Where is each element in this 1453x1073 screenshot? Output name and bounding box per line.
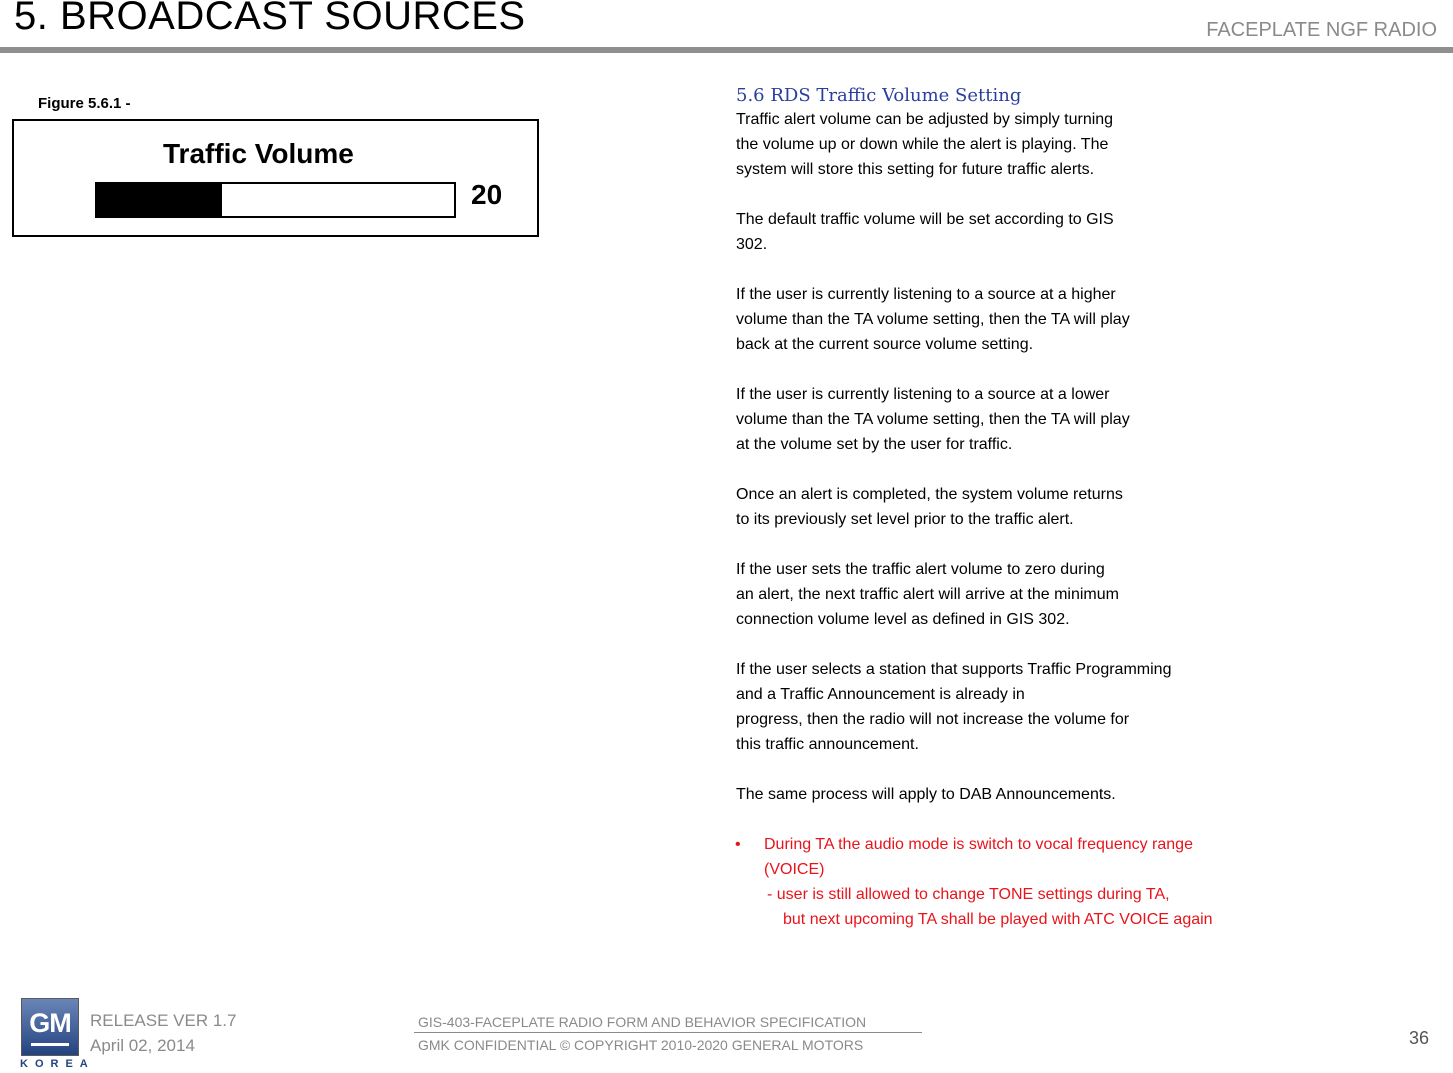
paragraph-gap — [736, 632, 1436, 657]
body-text-line: The default traffic volume will be set according to GIS — [736, 211, 1114, 228]
body-text-line: If the user sets the traffic alert volume to zero during — [736, 561, 1105, 578]
header-divider — [0, 47, 1453, 53]
body-text-line: to its previously set level prior to the traffic alert. — [736, 511, 1074, 528]
body-text-line: system will store this setting for future traffic alerts. — [736, 161, 1095, 178]
gm-logo-underline — [31, 1043, 69, 1046]
page-number: 36 — [1408, 1028, 1429, 1048]
traffic-volume-panel — [12, 119, 539, 237]
release-version: RELEASE VER 1.7 — [90, 1011, 237, 1030]
section-body — [736, 107, 1436, 932]
body-text-line: this traffic announcement. — [736, 736, 919, 753]
body-text-line: and a Traffic Announcement is already in — [736, 686, 1025, 703]
figure-caption: Figure 5.6.1 - — [38, 95, 131, 112]
document-title: GIS-403-FACEPLATE RADIO FORM AND BEHAVIOR SPECIFICATION — [418, 1014, 867, 1030]
section-heading: 5.6 RDS Traffic Volume Setting — [736, 85, 1022, 106]
paragraph-gap — [736, 532, 1436, 557]
gm-logo-subtext: KOREA — [20, 1058, 95, 1070]
body-text-line: volume than the TA volume setting, then the TA will play — [736, 311, 1130, 328]
body-text-line: at the volume set by the user for traffic. — [736, 436, 1013, 453]
paragraph-gap — [736, 457, 1436, 482]
body-text-line: The same process will apply to DAB Announcements. — [736, 786, 1116, 803]
footer-divider — [414, 1032, 922, 1033]
paragraph-gap — [736, 257, 1436, 282]
gm-logo-text: GM — [29, 1008, 71, 1038]
bullet-icon: • — [735, 836, 741, 853]
gm-logo — [21, 998, 79, 1056]
note-line: - user is still allowed to change TONE settings during TA, — [767, 886, 1170, 903]
note-line: During TA the audio mode is switch to vocal frequency range — [764, 836, 1193, 853]
traffic-volume-bar-fill — [97, 184, 222, 216]
body-text-line: If the user is currently listening to a source at a lower — [736, 386, 1110, 403]
body-text-line: progress, then the radio will not increase the volume for — [736, 711, 1130, 728]
release-date: April 02, 2014 — [90, 1036, 195, 1055]
traffic-volume-title: Traffic Volume — [163, 138, 354, 169]
page-title: 5. BROADCAST SOURCES — [14, 0, 526, 38]
paragraph-gap — [736, 357, 1436, 382]
traffic-volume-value: 20 — [471, 179, 503, 210]
body-text-line: If the user selects a station that supports Traffic Programming — [736, 661, 1172, 678]
body-text-line: an alert, the next traffic alert will arrive at the minimum — [736, 586, 1119, 603]
note-line: (VOICE) — [764, 861, 825, 878]
body-text-line: Once an alert is completed, the system volume returns — [736, 486, 1123, 503]
traffic-volume-bar — [95, 182, 456, 218]
body-text-line: 302. — [736, 236, 768, 253]
document-label: FACEPLATE NGF RADIO — [1206, 19, 1437, 41]
body-text-line: volume than the TA volume setting, then the TA will play — [736, 411, 1130, 428]
confidential-notice: GMK CONFIDENTIAL © COPYRIGHT 2010-2020 GENERAL MOTORS — [418, 1037, 864, 1053]
note-line: but next upcoming TA shall be played with ATC VOICE again — [783, 911, 1213, 928]
paragraph-gap — [736, 182, 1436, 207]
body-text-line: Traffic alert volume can be adjusted by simply turning — [736, 111, 1114, 128]
body-text-line: connection volume level as defined in GIS 302. — [736, 611, 1070, 628]
body-text-line: back at the current source volume setting. — [736, 336, 1034, 353]
voice-mode-note — [736, 832, 1436, 932]
body-text-line: If the user is currently listening to a source at a higher — [736, 286, 1116, 303]
paragraph-gap — [736, 807, 1436, 832]
paragraph-gap — [736, 757, 1436, 782]
body-text-line: the volume up or down while the alert is playing. The — [736, 136, 1109, 153]
